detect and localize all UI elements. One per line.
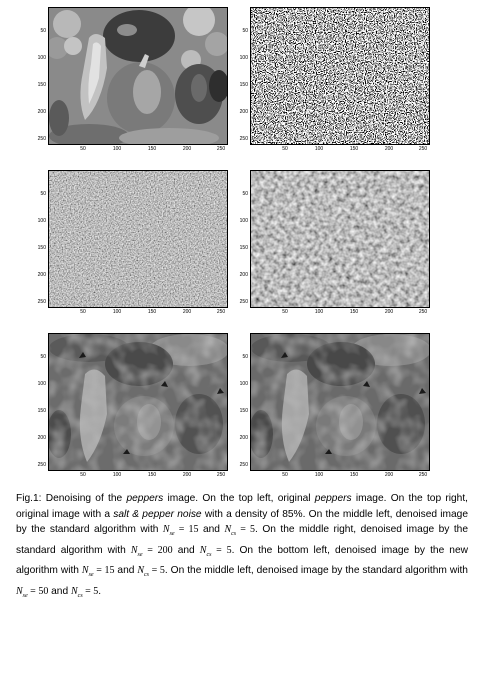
y-tick: 250 [239,136,248,142]
y-tick: 50 [40,191,46,197]
math-subscript: se [88,572,94,579]
x-tick: 150 [147,146,157,152]
x-tick: 200 [384,472,394,478]
image-original-peppers [48,7,228,145]
caption-emphasis: peppers [314,493,352,504]
math-value: 5 [226,544,232,556]
image-salt-pepper-noise [250,7,430,145]
x-tick: 50 [80,146,86,152]
y-tick: 50 [242,191,248,197]
caption-text: image. On the top right, original image with a [16,493,469,520]
x-tick: 50 [282,146,288,152]
caption-text: and [172,544,200,556]
math-value: 200 [157,544,173,556]
x-tick: 250 [418,472,428,478]
math-value: 15 [104,565,115,577]
math-symbol: N [81,565,89,577]
y-tick: 100 [239,218,248,224]
y-tick: 200 [239,272,248,278]
x-tick: 150 [147,472,157,478]
math-subscript: se [22,593,28,600]
math-operator: = [174,524,189,536]
x-tick: 100 [112,146,122,152]
x-tick: 150 [349,309,359,315]
y-tick: 200 [37,109,46,115]
y-tick: 150 [239,82,248,88]
x-tick: 50 [80,472,86,478]
figure-caption [16,491,468,605]
x-tick: 100 [314,309,324,315]
math-value: 5 [250,524,256,536]
math-symbol: N [162,524,170,536]
panel-middle-left [37,170,228,315]
math-symbol: N [224,524,232,536]
y-tick: 250 [37,462,46,468]
math-value: 5 [159,565,165,577]
y-tick: 200 [37,272,46,278]
y-tick: 100 [239,381,248,387]
math-operator: = [149,565,160,577]
math-operator: = [211,544,227,556]
math-value: 50 [38,586,49,598]
math-value: 5 [93,586,99,598]
x-tick: 150 [349,472,359,478]
math-operator: = [27,586,39,598]
y-tick: 150 [239,245,248,251]
caption-text: . [98,586,102,598]
x-tick: 50 [80,309,86,315]
x-tick: 50 [282,309,288,315]
panel-top-right [239,7,430,152]
y-tick: 150 [37,82,46,88]
image-denoised-standard-nse50 [250,333,430,471]
caption-emphasis: peppers [126,493,164,504]
x-tick: 200 [182,309,192,315]
y-tick: 200 [239,109,248,115]
panel-middle-right [239,170,430,315]
x-tick: 100 [112,472,122,478]
caption-text: and [198,524,225,536]
math-subscript: cs [77,593,83,600]
image-denoised-new-nse15 [48,333,228,471]
image-denoised-standard-nse200 [250,170,430,308]
panel-top-left [37,7,228,152]
x-tick: 200 [384,146,394,152]
y-tick: 50 [242,354,248,360]
y-tick: 50 [40,28,46,34]
x-tick: 200 [182,146,192,152]
x-tick: 250 [216,309,226,315]
math-symbol: N [137,565,145,577]
y-tick: 250 [239,462,248,468]
math-operator: = [236,524,251,536]
x-tick: 200 [182,472,192,478]
x-tick: 100 [112,309,122,315]
math-operator: = [82,586,94,598]
x-tick: 100 [314,146,324,152]
math-symbol: N [199,544,207,556]
y-tick: 150 [37,245,46,251]
math-operator: = [142,544,158,556]
caption-text: . On the middle left, denoised image by the standard algorithm with [164,565,468,577]
caption-text: with a density of 85%. On the middle left, denoised image by the standard algorithm with [16,508,469,536]
caption-text: and [114,565,138,577]
panel-bottom-right [239,333,430,478]
y-tick: 100 [37,218,46,224]
x-tick: 150 [349,146,359,152]
caption-text: and [48,586,71,598]
y-tick: 250 [239,299,248,305]
panel-bottom-left [37,333,228,478]
y-tick: 250 [37,136,46,142]
y-tick: 250 [37,299,46,305]
math-subscript: cs [144,572,150,579]
x-tick: 250 [418,309,428,315]
caption-text: Fig.1: Denoising of the [16,493,127,504]
caption-text: . On the bottom left, denoised image by the new algorithm with [16,544,468,577]
math-subscript: cs [206,551,212,558]
math-operator: = [93,565,105,577]
x-tick: 100 [314,472,324,478]
y-tick: 150 [239,408,248,414]
y-tick: 50 [40,354,46,360]
x-tick: 250 [418,146,428,152]
caption-emphasis: salt & pepper noise [113,508,202,520]
caption-text: . On the middle right, denoised image by the standard algorithm with [16,524,469,556]
image-denoised-standard-nse15 [48,170,228,308]
y-tick: 100 [37,381,46,387]
y-tick: 200 [37,435,46,441]
y-tick: 100 [239,55,248,61]
x-tick: 50 [282,472,288,478]
y-tick: 150 [37,408,46,414]
math-subscript: se [169,531,175,538]
math-subscript: cs [231,531,237,538]
y-tick: 50 [242,28,248,34]
x-tick: 150 [147,309,157,315]
math-symbol: N [130,544,138,556]
math-symbol: N [16,586,23,598]
x-tick: 200 [384,309,394,315]
x-tick: 250 [216,472,226,478]
y-tick: 100 [37,55,46,61]
caption-text: image. On the top left, original [163,493,315,504]
x-tick: 250 [216,146,226,152]
y-tick: 200 [239,435,248,441]
math-value: 15 [188,524,199,536]
math-subscript: se [137,551,143,558]
math-symbol: N [70,586,78,598]
